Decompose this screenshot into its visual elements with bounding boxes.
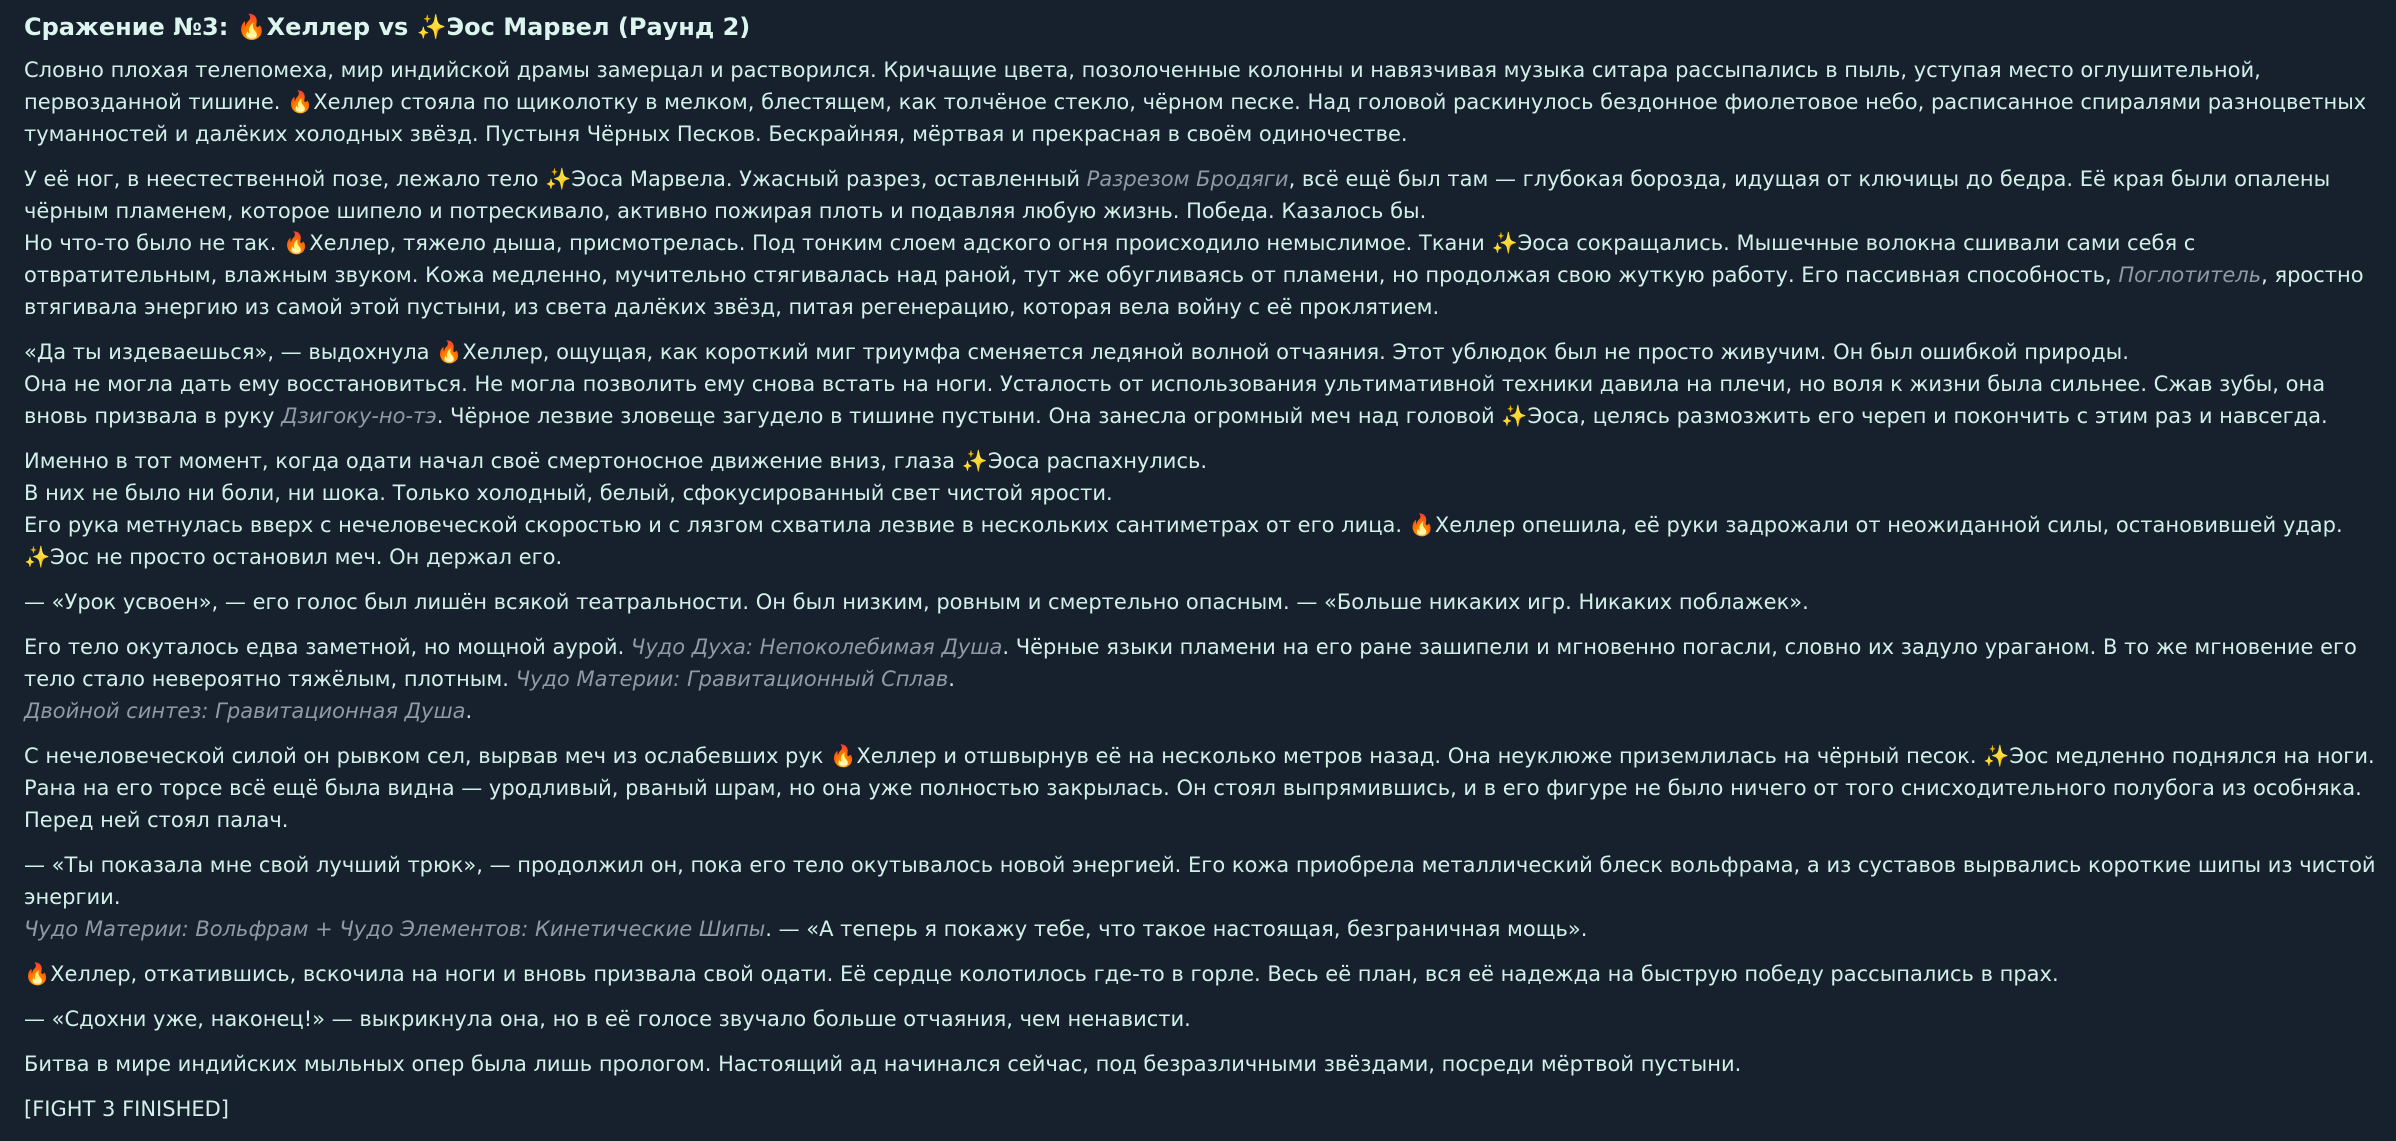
fire-icon: 🔥 xyxy=(436,340,463,364)
sparkles-icon: ✨ xyxy=(1501,404,1528,428)
p2-text-d: Но что-то было не так. xyxy=(24,231,284,255)
fight-title xyxy=(24,10,2378,44)
paragraph-1 xyxy=(24,54,2378,150)
sparkles-icon: ✨ xyxy=(545,167,572,191)
lore-term: Дзигоку-но-тэ xyxy=(281,404,437,428)
sparkles-icon: ✨ xyxy=(961,449,988,473)
p4-text-b: Эоса распахнулись. xyxy=(987,449,1208,473)
sparkles-icon: ✨ xyxy=(1491,231,1518,255)
p3-text-d: . Чёрное лезвие зловеще загудело в тишине пустыни. Она занесла огромный меч над головой xyxy=(436,404,1502,428)
title-vs: vs xyxy=(370,13,417,41)
p2-text-a: У её ног, в неестественной позе, лежало тело xyxy=(24,167,546,191)
fire-icon: 🔥 xyxy=(283,231,310,255)
p2-text-b: Эоса Марвела. Ужасный разрез, оставленный xyxy=(571,167,1087,191)
lore-term: Чудо Материи: Вольфрам + Чудо Элементов: Кинетические Шипы xyxy=(24,917,766,941)
p9-text: Хеллер, откатившись, вскочила на ноги и вновь призвала свой одати. Её сердце колотилось где-то в горле. Весь её план, вся её надежда на быструю победу рассыпались в прах. xyxy=(50,962,2059,986)
lore-term: Чудо Материи: Гравитационный Сплав xyxy=(515,667,949,691)
p6-text-d: . xyxy=(465,699,473,723)
p8-text-a: — «Ты показала мне свой лучший трюк», — продолжил он, пока его тело окутывалось новой энергией. Его кожа приобрела металлический блеск вольфрама, а из суставов вырвались короткие шипы из чистой энергии. xyxy=(24,853,2376,909)
p2-text-g: , яростно втягивала энергию из самой этой пустыни, из света далёких звёзд, питая регенерацию, которая вела войну с её проклятием. xyxy=(24,263,2364,319)
p8-text-b: . — «А теперь я покажу тебе, что такое настоящая, безграничная мощь». xyxy=(765,917,1588,941)
fire-icon: 🔥 xyxy=(236,13,267,41)
p1-text-a: Словно плохая телепомеха, мир индийской драмы замерцал и растворился. Кричащие цвета, позолоченные колонны и навязчивая музыка ситара рассыпались в пыль, уступая место оглушительной, первозданной тишине. xyxy=(24,58,2261,114)
p3-text-b: Хеллер, ощущая, как короткий миг триумфа сменяется ледяной волной отчаяния. Этот ублюдок был не просто живучим. Он был ошибкой природы. xyxy=(462,340,2129,364)
p2-text-f: Эоса сокращались. Мышечные волокна сшивали сами себя с отвратительным, влажным звуком. Кожа медленно, мучительно стягивалась над раной, тут же обугливаясь от пламени, но продолжая свою жуткую работу. Его пассивная способность, xyxy=(24,231,2196,287)
lore-term: Двойной синтез: Гравитационная Душа xyxy=(24,699,466,723)
sparkles-icon: ✨ xyxy=(1983,744,2010,768)
p7-text-b: Хеллер и отшвырнув её на несколько метров назад. Она неуклюже приземлилась на чёрный песок. xyxy=(856,744,1984,768)
p4-text-e: Хеллер опешила, её руки задрожали от неожиданной силы, остановившей удар. xyxy=(1434,513,2343,537)
paragraph-10: — «Сдохни уже, наконец!» — выкрикнула она, но в её голосе звучало больше отчаяния, чем ненависти. xyxy=(24,1007,1191,1031)
p4-text-a: Именно в тот момент, когда одати начал своё смертоносное движение вниз, глаза xyxy=(24,449,962,473)
sparkles-icon: ✨ xyxy=(416,13,447,41)
title-fighter2: Эос Марвел (Раунд 2) xyxy=(446,13,751,41)
p2-text-c: , всё ещё был там — глубокая борозда, идущая от ключицы до бедра. Её края были опалены чёрным пламенем, которое шипело и потрескивало, активно пожирая плоть и подавляя любую жизнь. Победа. Казалось бы. xyxy=(24,167,2331,223)
p3-text-e: Эоса, целясь размозжить его череп и покончить с этим раз и навсегда. xyxy=(1527,404,2328,428)
paragraph-4 xyxy=(24,445,2378,573)
lore-term: Поглотитель xyxy=(2118,263,2262,287)
paragraph-5: — «Урок усвоен», — его голос был лишён всякой театральности. Он был низким, ровным и смертельно опасным. — «Больше никаких игр. Никаких поблажек». xyxy=(24,590,1809,614)
paragraph-8 xyxy=(24,849,2378,945)
p7-text-c: Эос медленно поднялся на ноги. Рана на его торсе всё ещё была видна — уродливый, рваный шрам, но она уже полностью закрылась. Он стоял выпрямившись, и в его фигуре не было ничего от того снисходительного полубога из особняка. Перед ней стоял палач. xyxy=(24,744,2375,832)
p4-text-d: Его рука метнулась вверх с нечеловеческой скоростью и с лязгом схватила лезвие в нескольких сантиметрах от его лица. xyxy=(24,513,1409,537)
p3-text-c: Она не могла дать ему восстановиться. Не могла позволить ему снова встать на ноги. Усталость от использования ультимативной техники давила на плечи, но воля к жизни была сильнее. Сжав зубы, она вновь призвала в руку xyxy=(24,372,2326,428)
fire-icon: 🔥 xyxy=(830,744,857,768)
p4-text-f: Эос не просто остановил меч. Он держал его. xyxy=(50,545,563,569)
paragraph-11: Битва в мире индийских мыльных опер была лишь прологом. Настоящий ад начинался сейчас, под безразличными звёздами, посреди мёртвой пустыни. xyxy=(24,1052,1742,1076)
title-prefix: Сражение №3: xyxy=(24,13,237,41)
p4-text-c: В них не было ни боли, ни шока. Только холодный, белый, сфокусированный свет чистой ярости. xyxy=(24,481,1113,505)
fire-icon: 🔥 xyxy=(287,90,314,114)
p6-text-c: . xyxy=(948,667,955,691)
paragraph-6 xyxy=(24,631,2378,727)
paragraph-7 xyxy=(24,740,2378,836)
p7-text-a: С нечеловеческой силой он рывком сел, вырвав меч из ослабевших рук xyxy=(24,744,831,768)
lore-term: Чудо Духа: Непоколебимая Душа xyxy=(630,635,1003,659)
p2-text-e: Хеллер, тяжело дыша, присмотрелась. Под тонким слоем адского огня происходило немыслимое. Ткани xyxy=(309,231,1492,255)
p6-text-a: Его тело окуталось едва заметной, но мощной аурой. xyxy=(24,635,631,659)
lore-term: Разрезом Бродяги xyxy=(1086,167,1289,191)
paragraph-2 xyxy=(24,163,2378,323)
fire-icon: 🔥 xyxy=(1408,513,1435,537)
paragraph-3 xyxy=(24,336,2378,432)
title-fighter1: Хеллер xyxy=(266,13,371,41)
fight-finished-marker: [FIGHT 3 FINISHED] xyxy=(24,1097,229,1121)
p6-text-b: . Чёрные языки пламени на его ране зашипели и мгновенно погасли, словно их задуло ураганом. В то же мгновение его тело стало невероятно тяжёлым, плотным. xyxy=(24,635,2357,691)
p3-text-a: «Да ты издеваешься», — выдохнула xyxy=(24,340,437,364)
fire-icon: 🔥 xyxy=(24,962,51,986)
paragraph-9 xyxy=(24,958,2378,990)
sparkles-icon: ✨ xyxy=(24,545,51,569)
p1-text-b: Хеллер стояла по щиколотку в мелком, блестящем, как толчёное стекло, чёрном песке. Над головой раскинулось бездонное фиолетовое небо, расписанное спиралями разноцветных туманностей и далёких холодных звёзд. Пустыня Чёрных Песков. Бескрайняя, мёртвая и прекрасная в своём одиночестве. xyxy=(24,90,2367,146)
